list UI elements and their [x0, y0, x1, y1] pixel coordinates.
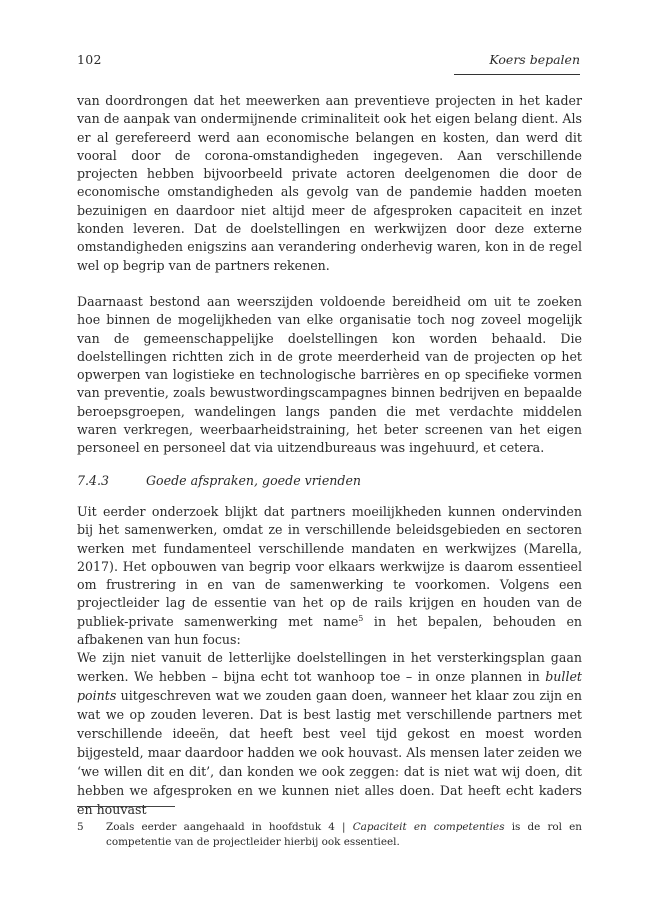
footnote-mark: 5	[77, 821, 84, 833]
paragraph-1: van doordrongen dat het meewerken aan preventieve projecten in het kader van de aanpak van ondermijnende criminaliteit ook het eigen belang dient. Als er al gerefereerd werd aan economische belangen en kosten, dan werd dit vooral door de corona-omstandigheden ingegeven. Aan verschillende projecten hebben bijvoorbeeld private actoren deelgenomen die door de economische omstandigheden als gevolg van de pandemie hadden moeten bezuinigen en daardoor niet altijd meer de afgesproken capaciteit en inzet konden leveren. Dat de doelstellingen en werkwijzen door deze externe omstandigheden enigszins aan verandering onderhevig waren, kon in de regel wel op begrip van de partners rekenen.	[77, 93, 582, 273]
quote-italic: bullet points	[77, 669, 582, 704]
page-number: 102	[77, 52, 102, 67]
paragraph-2: Daarnaast bestond aan weerszijden voldoende bereidheid om uit te zoeken hoe binnen de mogelijkheden van elke organisatie toch nog zoveel mogelijk van de gemeenschappelijke doelstellingen kon worden behaald. Die doelstellingen richtten zich in de grote meerderheid van de projecten op het opwerpen van logistieke en technologische barrières en op specifieke vormen van preventie, zoals bewustwordingscampagnes binnen bedrijven en bepaalde beroepsgroepen, wandelingen langs panden die met verdachte middelen waren verkregen, weerbaarheidstraining, het beter screenen van het eigen personeel en personeel dat via uitzendbureaus was ingehuurd, et cetera.	[77, 293, 582, 456]
body-text	[77, 92, 582, 819]
footnote	[77, 820, 582, 850]
section-title: Goede afspraken, goede vrienden	[146, 472, 362, 488]
running-head: Koers bepalen	[489, 52, 580, 67]
section-heading	[77, 472, 582, 490]
footnote-italic: Capaciteit en competenties	[352, 821, 505, 833]
block-quote: We zijn niet vanuit de letterlijke doelstellingen in het versterkingsplan gaan werken. We hebben – bijna echt tot wanhoop toe – in onze plannen in bullet points uitgeschreven wat we zouden gaan doen, wanneer het klaar zou zijn en wat we op zouden leveren. Dat is best lastig met verschillende partners met verschillende ideeën, dat heeft best veel tijd gekost en moest worden bijgesteld, maar daardoor hadden we ook houvast. Als mensen later zeiden we ‘we willen dit en dit’, dan konden we ook zeggen: dat is niet wat wij doen, dit hebben we afgesproken en we kunnen niet alles doen. Dat heeft echt kaders en houvast	[77, 650, 582, 817]
footnote-text: Zoals eerder aangehaald in hoofdstuk 4 | Capaciteit en competenties is de rol en competentie van de projectleider hierbij ook essentieel.	[106, 821, 583, 848]
footnote-reference: 5	[358, 613, 364, 623]
section-number: 7.4.3	[77, 472, 110, 488]
paragraph-3: Uit eerder onderzoek blijkt dat partners moeilijkheden kunnen ondervinden bij het samenwerken, omdat ze in verschillende beleidsgebieden en sectoren werken met fundamenteel verschillende mandaten en werkwijzes (Marella, 2017). Het opbouwen van begrip voor elkaars werkwijze is daarom essentieel om frustrering in en van de samenwerking te voorkomen. Volgens een projectleider lag de essentie van het op de rails krijgen en houden van de publiek-private samenwerking met name$^5$ in het bepalen, behouden en afbakenen van hun focus:	[77, 503, 583, 648]
header-rule	[454, 74, 580, 75]
footnote-rule	[77, 806, 175, 807]
